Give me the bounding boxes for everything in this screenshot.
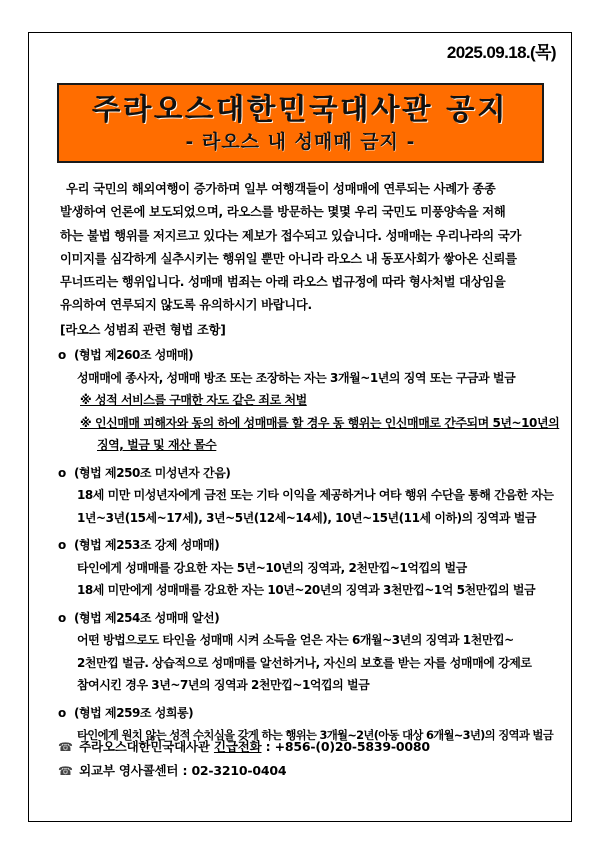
contact-number[interactable]: +856-(0)20-5839-0080 (274, 739, 430, 754)
article-text: 2천만낍 벌금. 상습적으로 성매매를 알선하거나, 자신의 보호를 받는 자를 성매매에 강제로 (77, 655, 532, 670)
contact-list (58, 735, 430, 783)
intro-line: 발생하여 언론에 보도되었으며, 라오스를 방문하는 몇몇 우리 국민도 미풍양속을 저해 (60, 205, 506, 220)
article-note: 징역, 벌금 및 재산 몰수 (97, 438, 217, 452)
article-text: 1년~3년(15세~17세), 3년~5년(12세~14세), 10년~15년(11세 이하)의 징역과 벌금 (77, 510, 536, 525)
intro-line: 하는 불법 행위를 저지르고 있다는 제보가 접수되고 있습니다. 성매매는 우리나라의 국가 (60, 228, 522, 243)
article-heading: (형법 제259조 성희롱) (74, 705, 194, 720)
article-text: 타인에게 성매매를 강요한 자는 5년~10년의 징역과, 2천만낍~1억낍의 벌금 (77, 560, 467, 575)
notice-subtitle: - 라오스 내 성매매 금지 - (185, 131, 416, 153)
intro-line: 우리 국민의 해외여행이 증가하며 일부 여행객들이 성매매에 연루되는 사례가 종종 (66, 182, 496, 196)
article-text: 성매매에 종사자, 성매매 방조 또는 조장하는 자는 3개월~1년의 징역 또는 구금과 벌금 (77, 370, 516, 385)
article-250 (58, 462, 558, 530)
article-heading: (형법 제250조 미성년자 간음) (74, 465, 231, 480)
bullet-icon: o (58, 348, 66, 362)
contact-number[interactable]: 02-3210-0404 (191, 763, 287, 778)
contact-org: 외교부 영사콜센터 (79, 763, 179, 778)
contact-separator: : (265, 739, 271, 754)
article-text: 18세 미만에게 성매매를 강요한 자는 10년~20년의 징역과 3천만낍~1억 5천만낍의 벌금 (77, 583, 536, 597)
law-articles (58, 344, 558, 752)
article-text: 18세 미만 미성년자에게 금전 또는 기타 이익을 제공하거나 여타 행위 수단을 통해 간음한 자는 (77, 488, 554, 502)
article-heading: (형법 제260조 성매매) (74, 348, 194, 362)
article-text: 참여시킨 경우 3년~7년의 징역과 2천만낍~1억낍의 벌금 (77, 678, 370, 692)
title-banner (57, 83, 544, 163)
contact-label: 긴급전화 (213, 739, 262, 754)
section-heading: [라오스 성범죄 관련 형법 조항] (60, 323, 226, 337)
article-260 (58, 344, 558, 457)
phone-icon: ☎ (58, 764, 73, 778)
contact-call-center (58, 759, 430, 783)
notice-title: 주라오스대한민국대사관 공지 (92, 92, 509, 126)
intro-line: 이미지를 심각하게 실추시키는 행위일 뿐만 아니라 라오스 내 동포사회가 쌓아온 신뢰를 (60, 251, 517, 266)
contact-org: 주라오스대한민국대사관 (79, 739, 210, 754)
phone-icon: ☎ (58, 740, 73, 754)
bullet-icon: o (58, 465, 66, 480)
article-text: 어떤 방법으로도 타인을 성매매 시켜 소득을 얻은 자는 6개월~3년의 징역과 1천만낍~ (77, 633, 514, 647)
intro-paragraph (60, 178, 546, 318)
intro-line: 무너뜨리는 행위입니다. 성매매 범죄는 아래 라오스 법규정에 따라 형사처벌 대상임을 (60, 275, 506, 290)
bullet-icon: o (58, 538, 66, 552)
bullet-icon: o (58, 610, 66, 625)
article-heading: (형법 제254조 성매매 알선) (74, 610, 220, 625)
article-254 (58, 607, 558, 697)
notice-date: 2025.09.18.(목) (446, 43, 556, 62)
bullet-icon: o (58, 705, 66, 720)
article-note: ※ 인신매매 피해자와 동의 하에 성매매를 할 경우 동 행위는 인신매매로 간주되며 5년~10년의 (80, 415, 560, 430)
article-note: ※ 성적 서비스를 구매한 자도 같은 죄로 처벌 (80, 393, 307, 407)
contact-separator: : (182, 763, 188, 778)
article-253 (58, 534, 558, 602)
intro-line: 유의하여 연루되지 않도록 유의하시기 바랍니다. (60, 298, 312, 313)
contact-embassy (58, 735, 430, 759)
article-text: 타인에게 원치 않는 성적 수치심을 갖게 하는 행위는 3개월~2년(아동 대상 6개월~3년)의 징역과 벌금 (77, 728, 554, 742)
article-heading: (형법 제253조 강제 성매매) (74, 538, 220, 552)
